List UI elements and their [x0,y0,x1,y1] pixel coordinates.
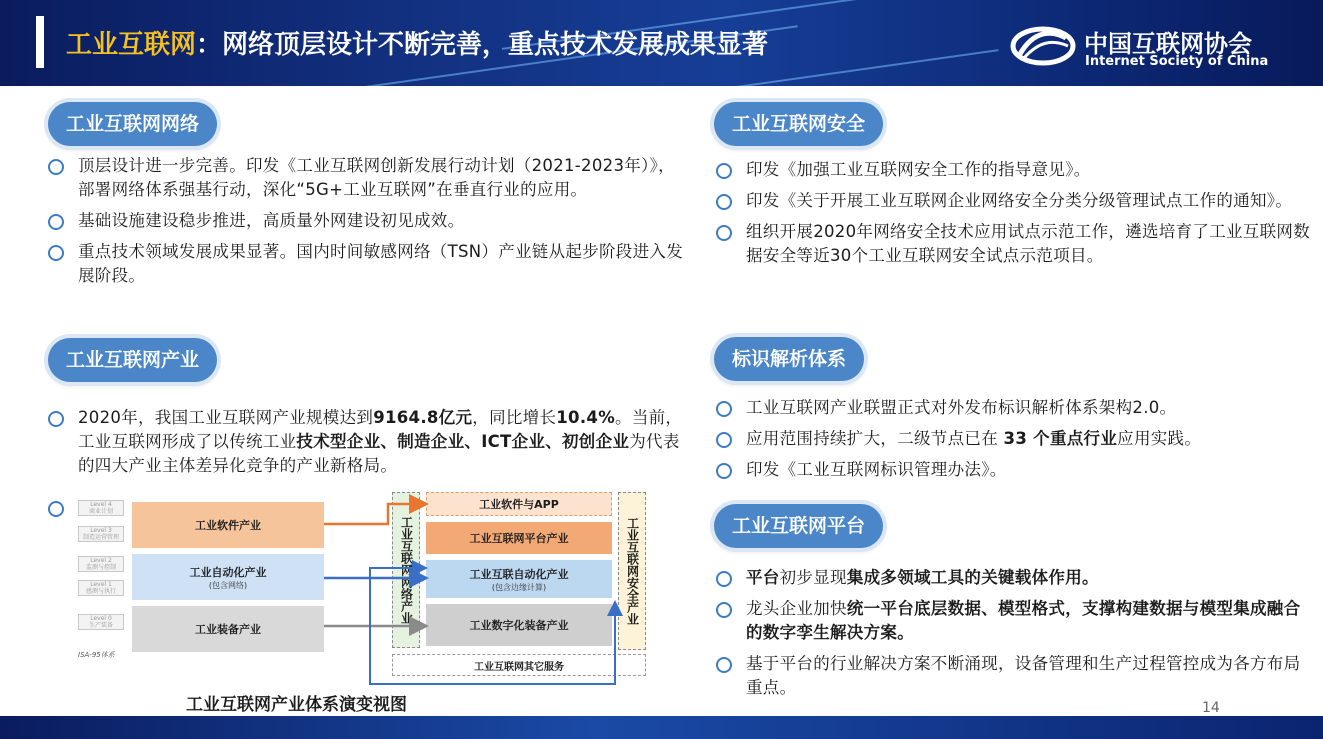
circle-bullet-icon [716,602,732,618]
circle-bullet-icon [716,401,732,417]
title-rest: ：网络顶层设计不断完善，重点技术发展成果显著 [196,30,769,60]
footer-banner [0,716,1323,739]
list-item: 应用范围持续扩大，二级节点已在 33 个重点行业应用实践。 [716,427,1316,451]
page-number: 14 [1202,700,1220,716]
section-identity-title: 标识解析体系 [714,337,864,381]
identity-list [716,396,1316,489]
list-item: 印发《加强工业互联网安全工作的指导意见》。 [716,158,1316,182]
list-item: 基于平台的行业解决方案不断涌现，设备管理和生产过程管控成为各方布局重点。 [716,652,1316,700]
box-platform-industry: 工业互联网平台产业 [426,522,612,554]
isc-logo [1010,22,1310,72]
list-item [48,500,64,531]
circle-bullet-icon [48,411,64,427]
header-banner [0,0,1323,86]
page-title [66,24,768,61]
logo-cn-text: 中国互联网协会 [1084,30,1252,58]
level-label: Level 0 生产装备 [78,614,124,630]
title-highlight: 工业互联网 [66,30,197,60]
section-platform-title: 工业互联网平台 [714,504,883,548]
diagram-caption: 工业互联网产业体系演变视图 [186,695,407,715]
section-industry-title: 工业互联网产业 [48,338,217,382]
circle-bullet-icon [716,463,732,479]
isa-label: ISA-95体系 [78,651,115,659]
section-network-title: 工业互联网网络 [48,102,217,146]
column-security-industry: 工业互联网安全产业 [618,492,646,650]
column-network-industry: 工业互联网网络产业 [392,492,420,648]
list-item: 2020年，我国工业互联网产业规模达到9164.8亿元，同比增长10.4%。当前，工业互联网形成了以传统工业技术型企业、制造企业、ICT企业、初创企业为代表的四大产业主体差异化竞争的产业新格局。 [48,406,688,478]
box-industrial-software: 工业软件产业 [132,502,324,548]
industry-list [48,406,688,485]
circle-bullet-icon [48,245,64,261]
level-label: Level 3 制造运营管理 [78,526,124,542]
list-item: 组织开展2020年网络安全技术应用试点示范工作，遴选培育了工业互联网数据安全等近30个工业互联网安全试点示范项目。 [716,220,1316,268]
box-software-app: 工业软件与APP [426,492,612,516]
circle-bullet-icon [48,159,64,175]
circle-bullet-icon [48,501,64,517]
circle-bullet-icon [48,214,64,230]
diagram-arrows [70,490,647,688]
circle-bullet-icon [716,657,732,673]
box-industrial-automation: 工业自动化产业 (包含网络) [132,554,324,600]
circle-bullet-icon [716,194,732,210]
list-item: 顶层设计进一步完善。印发《工业互联网创新发展行动计划（2021-2023年）》，部署网络体系强基行动，深化“5G+工业互联网”在垂直行业的应用。 [48,154,688,202]
box-digital-equipment: 工业数字化装备产业 [426,604,612,646]
circle-bullet-icon [716,225,732,241]
isc-logo-icon [1010,26,1076,66]
circle-bullet-icon [716,432,732,448]
security-list [716,158,1316,275]
list-item: 平台初步显现集成多领域工具的关键载体作用。 [716,566,1316,590]
list-item: 重点技术领域发展成果显著。国内时间敏感网络（TSN）产业链从起步阶段进入发展阶段。 [48,240,688,288]
list-item: 工业互联网产业联盟正式对外发布标识解析体系架构2.0。 [716,396,1316,420]
title-accent-bar [36,16,44,68]
industry-evolution-diagram [70,490,647,688]
level-label: Level 2 监测与控制 [78,556,124,572]
list-item: 印发《关于开展工业互联网企业网络安全分类分级管理试点工作的通知》。 [716,189,1316,213]
circle-bullet-icon [716,571,732,587]
list-item: 基础设施建设稳步推进，高质量外网建设初见成效。 [48,209,688,233]
box-industrial-equipment: 工业装备产业 [132,606,324,652]
section-security-title: 工业互联网安全 [714,102,883,146]
level-label: Level 4 商业计划 [78,500,124,516]
box-connected-automation: 工业互联自动化产业 (包含边缘计算) [426,560,612,598]
box-other-services: 工业互联网其它服务 [392,654,646,676]
logo-en-text: Internet Society of China [1085,54,1269,69]
level-label: Level 1 感测与执行 [78,580,124,596]
platform-list [716,566,1316,707]
network-list [48,154,688,295]
list-item: 龙头企业加快统一平台底层数据、模型格式，支撑构建数据与模型集成融合的数字孪生解决方案。 [716,597,1316,645]
list-item: 印发《工业互联网标识管理办法》。 [716,458,1316,482]
circle-bullet-icon [716,163,732,179]
